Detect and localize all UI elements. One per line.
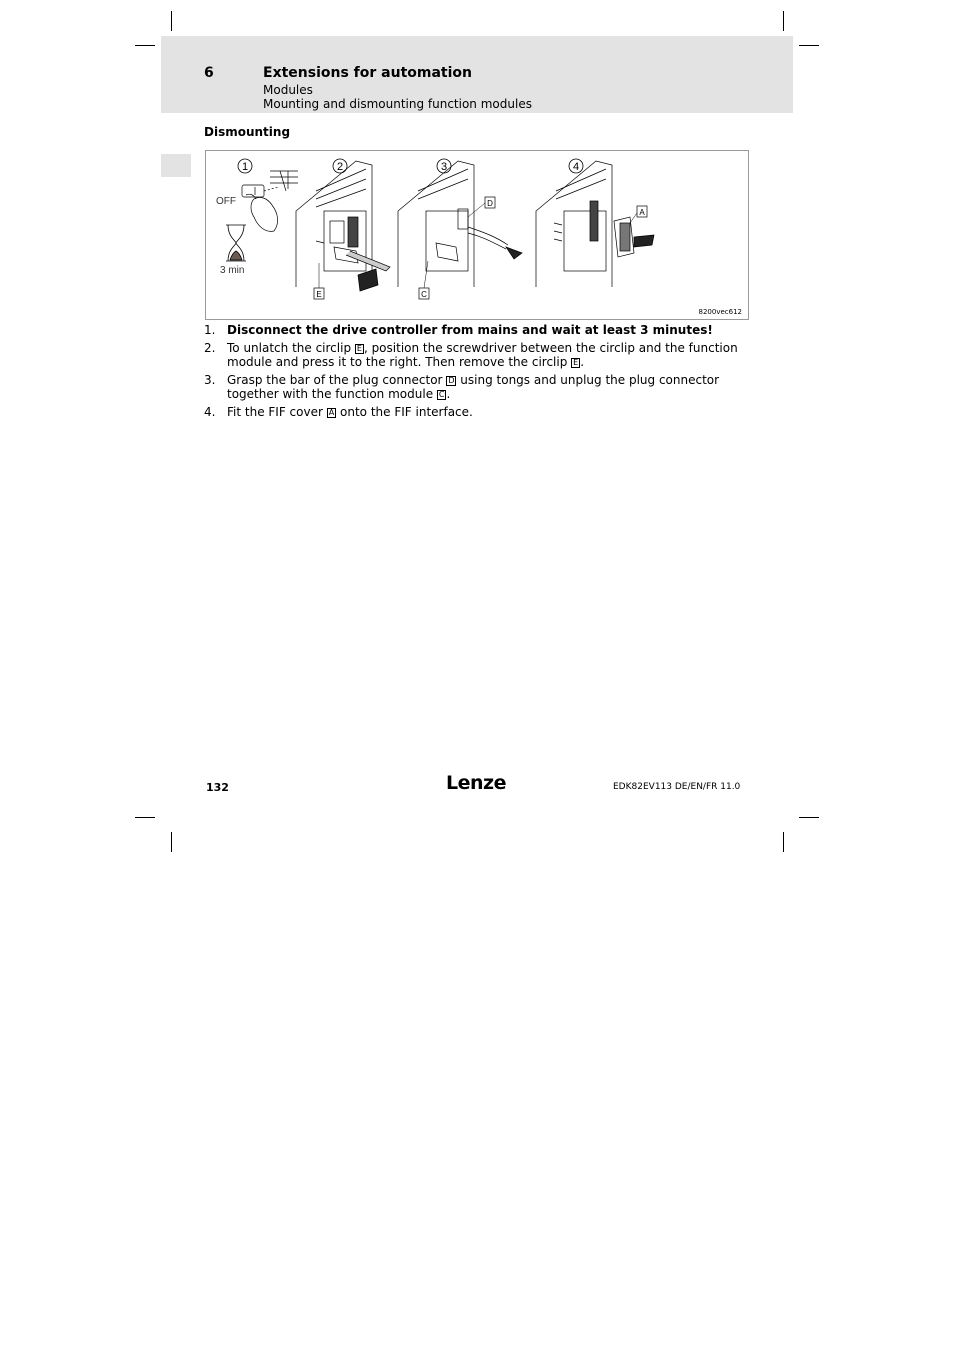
crop-mark [135, 45, 155, 46]
page-number: 132 [206, 781, 229, 794]
callout-ref-d: D [448, 375, 455, 385]
controller-drawing-3 [398, 161, 522, 287]
controller-drawing-4 [536, 161, 654, 287]
svg-text:D: D [487, 199, 493, 208]
step-text: Fit the FIF cover [227, 404, 327, 419]
hand-icon [246, 194, 278, 231]
step-text: Grasp the bar of the plug connector [227, 372, 447, 387]
side-tab [161, 154, 191, 177]
step-item [204, 323, 752, 338]
step-text: To unlatch the circlip [227, 340, 355, 355]
crop-mark [171, 11, 172, 31]
step-marker-4 [569, 159, 583, 173]
figure-reference: 8200vec612 [698, 308, 742, 316]
step-marker-1 [238, 159, 252, 173]
breadcrumb-mounting: Mounting and dismounting function modules [263, 97, 532, 111]
svg-text:A: A [639, 208, 645, 217]
callout-d [468, 197, 495, 217]
crop-mark [799, 45, 819, 46]
crop-mark [783, 832, 784, 852]
illustration-drawing [206, 151, 748, 319]
step-text: . [580, 355, 585, 369]
callout-a [630, 206, 647, 223]
step-number: 3. [204, 372, 216, 387]
crop-mark [783, 11, 784, 31]
mains-switch-icon [242, 171, 298, 197]
lenze-logo: Lenze [446, 772, 506, 794]
step-text: , position the screwdriver between the circlip and the function module and press it to the right. Then remove the circlip [227, 340, 738, 369]
svg-text:1: 1 [241, 161, 249, 173]
svg-text:2: 2 [336, 161, 344, 173]
breadcrumb-modules: Modules [263, 83, 313, 97]
section-heading: Dismounting [204, 125, 291, 139]
step-text: Disconnect the drive controller from mains and wait at least 3 minutes! [227, 323, 713, 337]
step-number: 1. [204, 323, 216, 337]
svg-text:3: 3 [440, 161, 448, 173]
dismounting-illustration [205, 150, 749, 320]
document-id: EDK82EV113 DE/EN/FR 11.0 [613, 782, 741, 792]
off-label: OFF [216, 196, 236, 207]
crop-mark [171, 832, 172, 852]
callout-ref-e: E [356, 343, 362, 353]
step-marker-3 [437, 159, 451, 173]
callout-ref-c: C [438, 390, 445, 399]
step-item [204, 341, 752, 370]
hourglass-icon [226, 225, 246, 261]
step-item [204, 373, 752, 402]
crop-mark [799, 817, 819, 818]
svg-text:E: E [316, 290, 322, 299]
step-text: using tongs and unplug the plug connector together with the function module [227, 372, 720, 401]
crop-mark [135, 817, 155, 818]
chapter-number: 6 [204, 65, 214, 81]
callout-ref-e: E [573, 358, 579, 367]
step-number: 4. [204, 404, 216, 419]
callout-c [419, 261, 429, 299]
wait-time-label: 3 min [220, 265, 245, 276]
step-marker-2 [333, 159, 347, 173]
step-number: 2. [204, 340, 216, 355]
instruction-list [204, 323, 752, 422]
svg-text:4: 4 [572, 161, 580, 173]
chapter-title: Extensions for automation [263, 65, 472, 81]
step-text: onto the FIF interface. [336, 404, 473, 419]
callout-ref-a: A [328, 407, 335, 417]
step-item [204, 405, 752, 420]
svg-text:C: C [421, 290, 427, 299]
step-text: . [446, 387, 451, 401]
callout-e [314, 263, 324, 299]
controller-drawing-2 [296, 161, 390, 291]
